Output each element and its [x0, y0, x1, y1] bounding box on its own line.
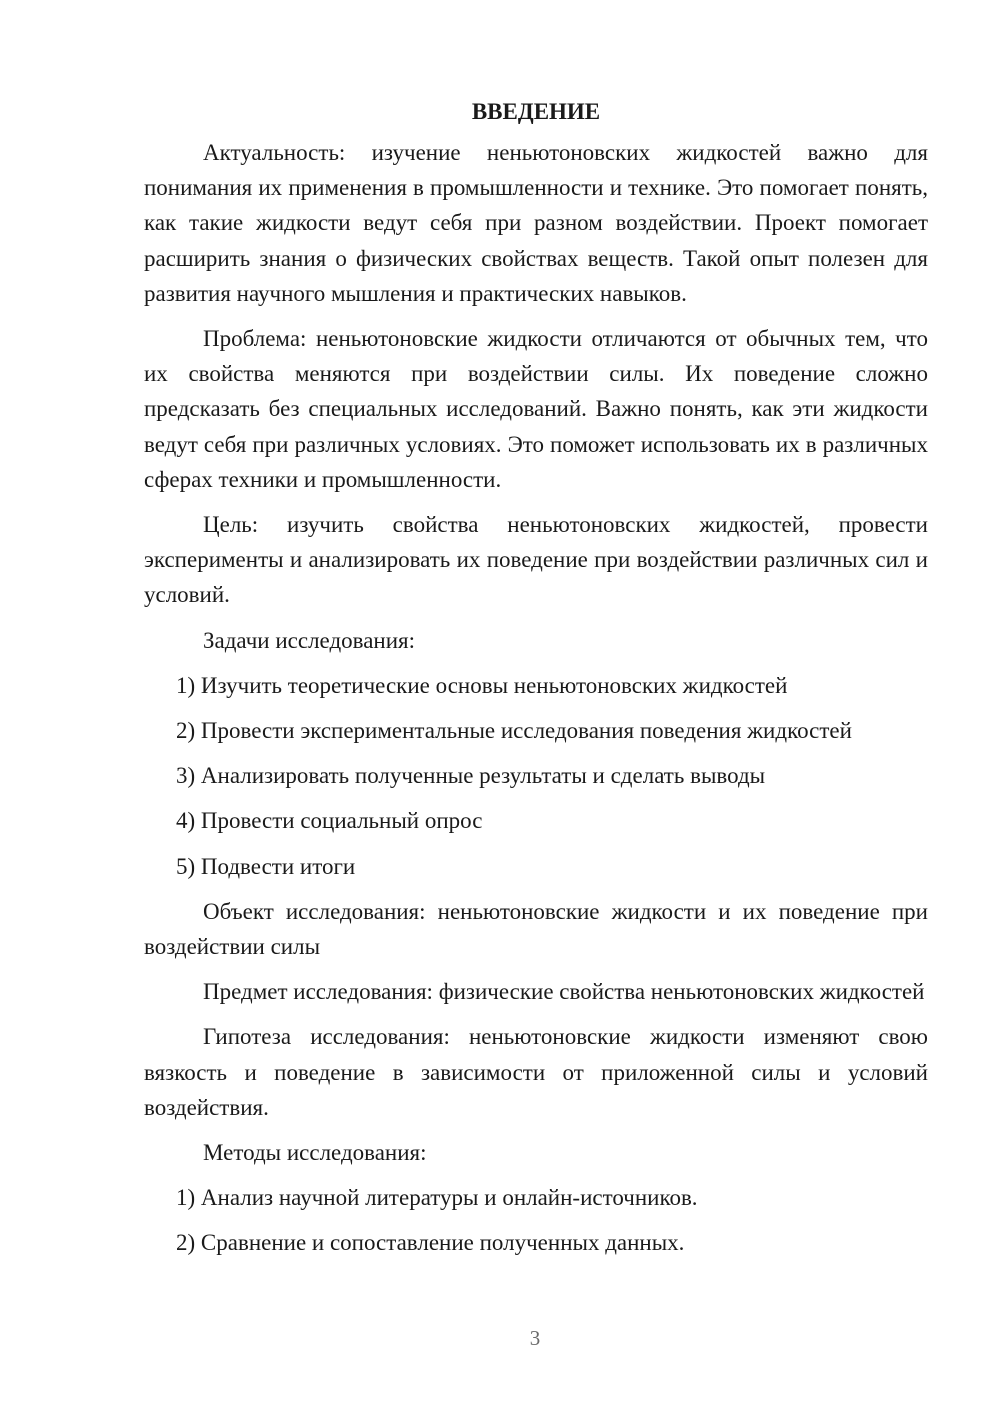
list-item: 4) Провести социальный опрос	[176, 808, 483, 834]
tasks-heading: Задачи исследования:	[203, 627, 416, 653]
tasks-list	[144, 668, 928, 884]
list-item: 5) Подвести итоги	[176, 853, 356, 879]
page-title: ВВЕДЕНИЕ	[471, 99, 601, 124]
list-item: 2) Сравнение и сопоставление полученных данных.	[176, 1230, 685, 1256]
hypothesis-paragraph: Гипотеза исследования: неньютоновские жидкости изменяют свою вязкость и поведение в зависимости от приложенной силы и условий воздействия.	[144, 1024, 928, 1120]
list-item: 3) Анализировать полученные результаты и сделать выводы	[176, 763, 766, 789]
page-number: 3	[529, 1326, 541, 1350]
methods-list	[144, 1180, 928, 1260]
subject-paragraph: Предмет исследования: физические свойства неньютоновских жидкостей	[203, 979, 925, 1005]
list-item: 1) Изучить теоретические основы неньютоновских жидкостей	[176, 672, 788, 698]
object-paragraph: Объект исследования: неньютоновские жидкости и их поведение при воздействии силы	[144, 898, 928, 960]
list-item: 2) Провести экспериментальные исследования поведения жидкостей	[176, 718, 852, 744]
list-item: 1) Анализ научной литературы и онлайн-источников.	[176, 1185, 698, 1211]
relevance-paragraph: Актуальность: изучение неньютоновских жидкостей важно для понимания их применения в промышленности и технике. Это помогает понять, как такие жидкости ведут себя при разном воздействии. Проект помогает расширить знания о физических свойствах веществ. Такой опыт полезен для развития научного мышления и практических навыков.	[144, 140, 928, 306]
methods-heading: Методы исследования:	[203, 1140, 427, 1166]
goal-paragraph: Цель: изучить свойства неньютоновских жидкостей, провести эксперименты и анализировать их поведение при воздействии различных сил и условий.	[144, 512, 928, 608]
page-content	[144, 94, 928, 1271]
problem-paragraph: Проблема: неньютоновские жидкости отличаются от обычных тем, что их свойства меняются при воздействии силы. Их поведение сложно предсказать без специальных исследований. Важно понять, как эти жидкости ведут себя при различных условиях. Это поможет использовать их в различных сферах техники и промышленности.	[144, 326, 928, 492]
